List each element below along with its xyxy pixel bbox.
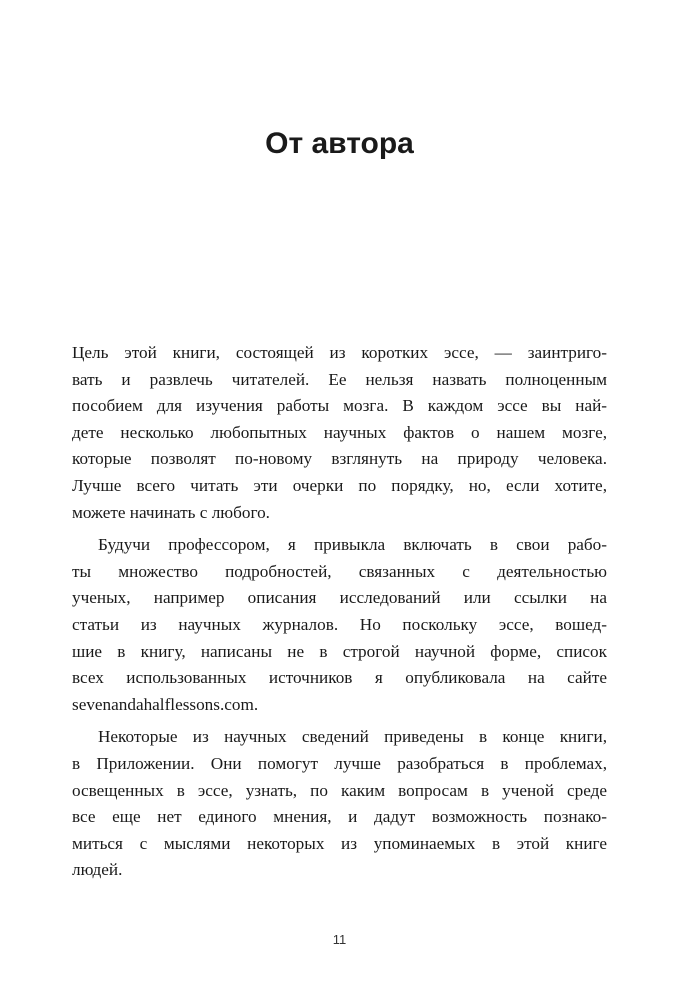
- text-line: вать и развлечь читателей. Ее нельзя назвать полноценным: [72, 369, 607, 389]
- text-line: ты множество подробностей, связанных с деятельностью: [72, 561, 607, 581]
- text-line: можете начинать с любого.: [72, 502, 270, 522]
- text-line: миться с мыслями некоторых из упоминаемых в этой книге: [72, 833, 607, 853]
- text-line: всех использованных источников я опубликовала на сайте: [72, 668, 607, 688]
- text-line: которые позволят по-новому взглянуть на природу человека.: [72, 449, 607, 469]
- text-line: дете несколько любопытных научных фактов о нашем мозге,: [72, 422, 607, 442]
- text-line: пособием для изучения работы мозга. В каждом эссе вы най-: [72, 396, 607, 416]
- page-number: 11: [332, 932, 347, 947]
- text-line: освещенных в эссе, узнать, по каким вопросам в ученой среде: [72, 780, 607, 800]
- text-line: людей.: [72, 860, 123, 880]
- website-url: sevenandahalflessons.com.: [72, 694, 259, 714]
- text-line: Будучи профессором, я привыкла включать в свои рабо-: [98, 535, 607, 555]
- chapter-title: От автора: [265, 127, 414, 160]
- text-line: Лучше всего читать эти очерки по порядку, но, если хотите,: [72, 475, 607, 495]
- text-line: Некоторые из научных сведений приведены в конце книги,: [98, 727, 607, 747]
- text-line: Цель этой книги, состоящей из коротких эссе, — заинтриго-: [72, 343, 607, 362]
- text-line: шие в книгу, написаны не в строгой научной форме, список: [72, 641, 607, 661]
- text-line: ученых, например описания исследований или ссылки на: [72, 588, 607, 608]
- paragraph-2: [72, 532, 607, 718]
- paragraph-3: [72, 724, 607, 884]
- paragraph-1: [72, 340, 607, 526]
- text-line: все еще нет единого мнения, и дадут возможность познако-: [72, 807, 607, 827]
- text-line: статьи из научных журналов. Но поскольку эссе, вошед-: [72, 614, 607, 634]
- body-text: [72, 340, 607, 890]
- text-line: в Приложении. Они помогут лучше разобраться в проблемах,: [72, 753, 607, 773]
